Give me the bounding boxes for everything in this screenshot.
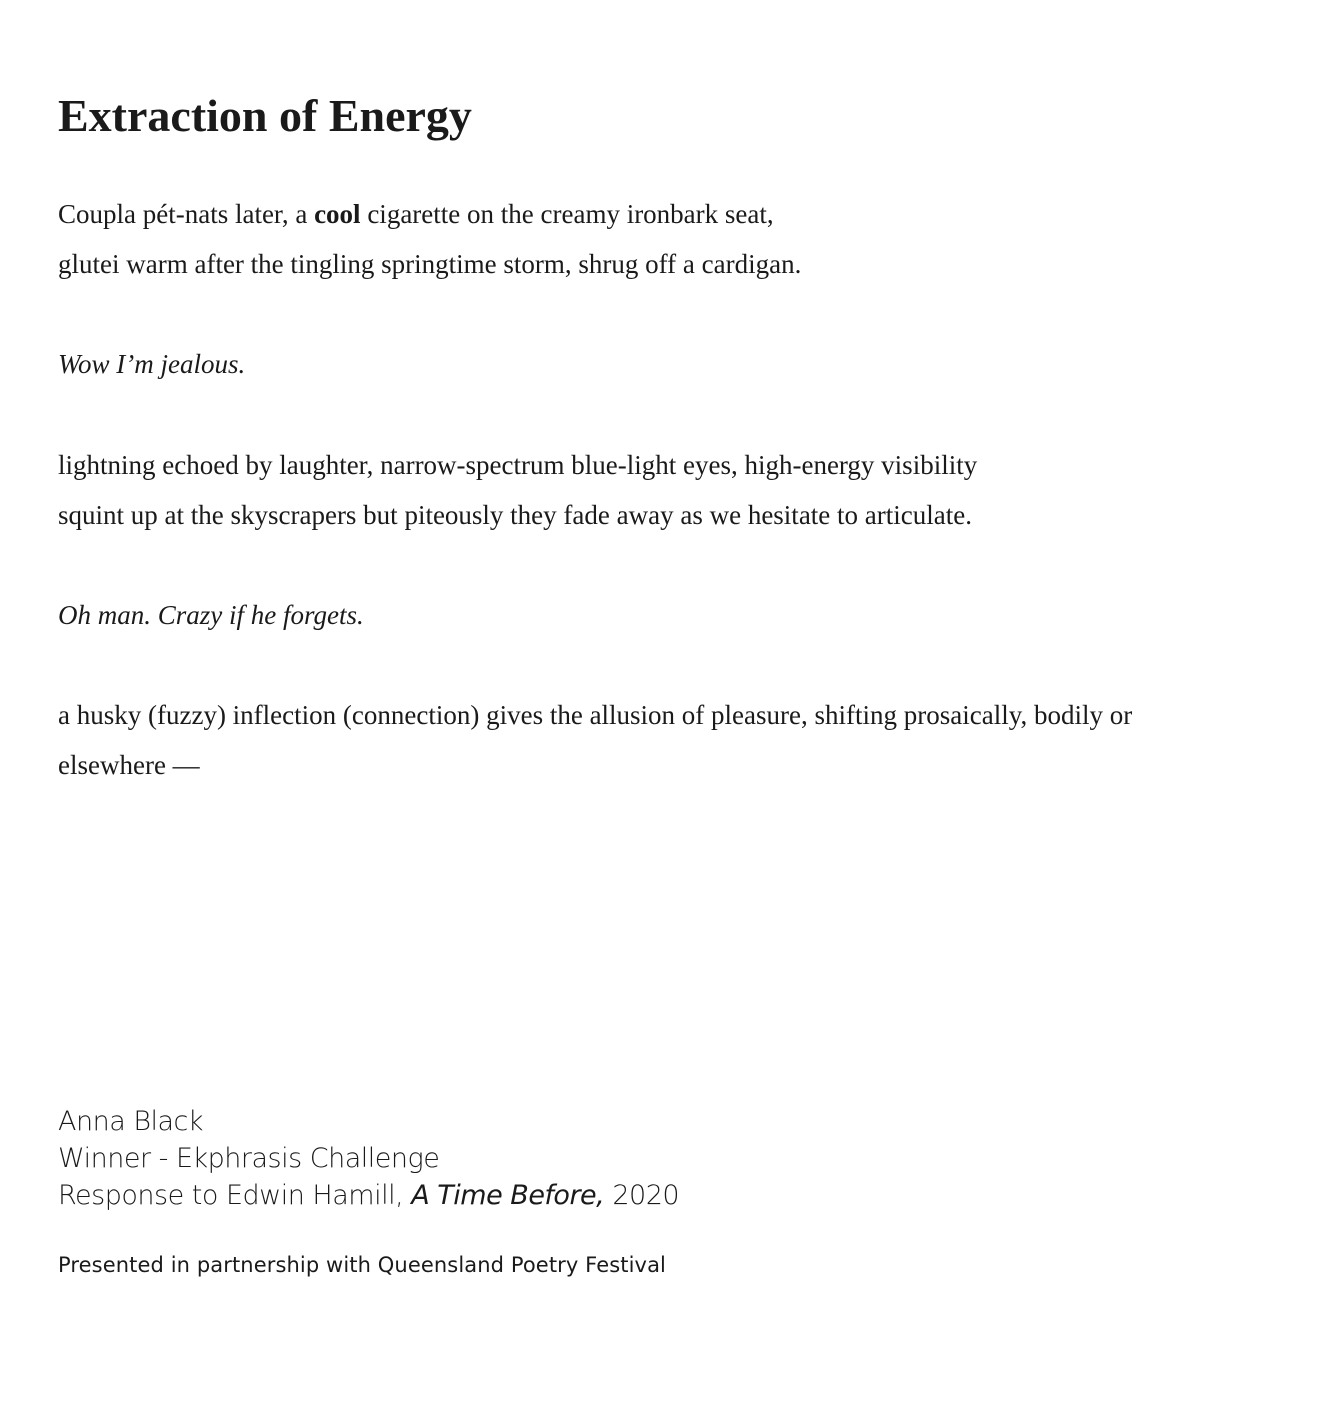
bold-word: cool	[314, 199, 361, 229]
aside-2-text: Oh man. Crazy if he forgets.	[58, 600, 364, 630]
page	[58, 0, 1298, 1418]
stanza-1-line-1	[58, 189, 801, 239]
award-line: Winner - Ekphrasis Challenge	[58, 1143, 440, 1174]
aside-1	[58, 339, 245, 389]
stanza-3-line-1: a husky (fuzzy) inflection (connection) gives the allusion of pleasure, shifting prosaically, bodily or	[58, 700, 1133, 730]
stanza-2-line-2: squint up at the skyscrapers but piteously they fade away as we hesitate to articulate.	[58, 500, 972, 530]
line-text: Coupla pét-nats later, a	[58, 199, 315, 229]
poem-title: Extraction of Energy	[58, 90, 472, 141]
line-text: cigarette on the creamy ironbark seat,	[360, 199, 774, 229]
stanza-3	[58, 690, 1132, 790]
artwork-year: 2020	[604, 1180, 680, 1211]
stanza-3-line-2: elsewhere —	[58, 750, 200, 780]
stanza-1	[58, 189, 801, 289]
stanza-2-line-1: lightning echoed by laughter, narrow-spectrum blue-light eyes, high-energy visibility	[58, 450, 978, 480]
response-prefix: Response to Edwin Hamill,	[58, 1180, 412, 1211]
aside-2	[58, 590, 364, 640]
stanza-2	[58, 440, 977, 540]
response-line	[58, 1177, 679, 1214]
aside-1-text: Wow I’m jealous.	[58, 349, 246, 379]
partnership-note: Presented in partnership with Queensland Poetry Festival	[58, 1253, 666, 1277]
author-name: Anna Black	[58, 1106, 204, 1137]
credits	[58, 1103, 679, 1214]
stanza-1-line-2: glutei warm after the tingling springtime storm, shrug off a cardigan.	[58, 249, 802, 279]
artwork-title: A Time Before,	[411, 1180, 605, 1211]
